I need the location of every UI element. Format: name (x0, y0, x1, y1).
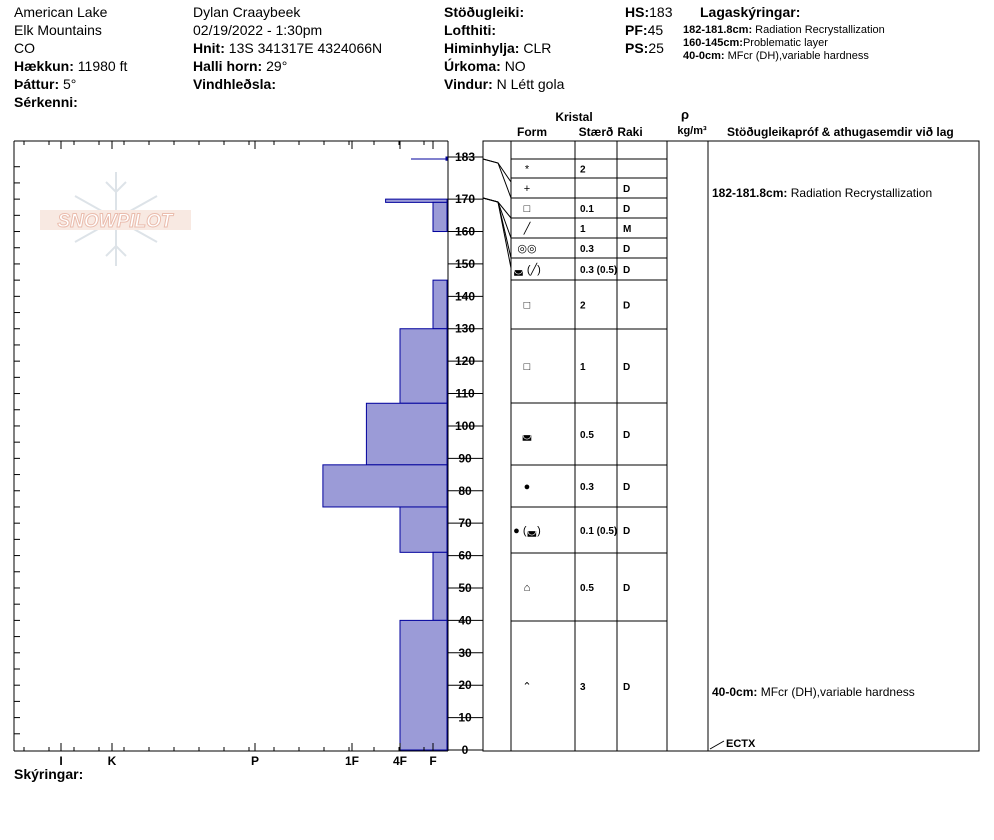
ps-value: 25 (648, 40, 664, 56)
table-moisture-cell: D (623, 300, 631, 312)
depth-tick-label: 70 (458, 516, 472, 531)
watermark-text: SNOWPILOT (57, 211, 173, 232)
table-size-cell: 0.5 (580, 583, 594, 594)
elevation-value: 11980 ft (77, 58, 128, 74)
precip-label: Úrkoma: (444, 58, 501, 74)
test-annotation-text: Radiation Recrystallization (790, 186, 933, 200)
air-temp-label: Lofthiti: (444, 22, 497, 38)
moisture-header: Raki (617, 125, 643, 139)
layer-note-range: 40-0cm: (683, 50, 725, 62)
table-size-cell: 0.5 (580, 430, 594, 441)
comments-label: Skýringar: (14, 766, 84, 782)
density-symbol-header: ρ (680, 107, 690, 122)
depth-tick-label: 140 (454, 289, 476, 304)
depth-tick-label: 160 (454, 224, 476, 239)
crystal-header: Kristal (555, 110, 593, 124)
location-name: American Lake (14, 4, 108, 20)
state: CO (14, 40, 35, 56)
density-unit-header: kg/m³ (677, 125, 707, 137)
elevation-label: Hækkun: (14, 58, 74, 74)
hardness-tick-label: 4F (392, 754, 408, 768)
table-form-cell: ⌃ (522, 681, 532, 693)
hs-value: 183 (649, 4, 673, 20)
stability-label: Stöðugleiki: (444, 4, 525, 20)
table-frame (483, 141, 979, 751)
depth-tick-label: 0 (461, 743, 469, 757)
table-form-cell: □ (523, 299, 531, 312)
layer-note-range: 160-145cm: (683, 37, 743, 49)
wind-loading-label: Vindhleðsla: (193, 76, 276, 92)
sky-label: Himinhylja: (444, 40, 520, 56)
hardness-tick-label: I (59, 754, 63, 768)
depth-tick-label: 150 (454, 256, 476, 271)
table-size-cell: 1 (580, 362, 586, 373)
row-connector (483, 198, 511, 238)
depth-tick-label: 50 (458, 580, 472, 595)
test-annotation-range: 182-181.8cm: (712, 186, 791, 200)
coords-label: Hnit: (193, 40, 225, 56)
layer-note-text: MFcr (DH),variable hardness (727, 50, 869, 62)
hardness-profile (14, 141, 448, 768)
table-form-cell: + (523, 183, 531, 195)
test-annotation-range: 40-0cm: (712, 685, 761, 699)
snowpilot-watermark (40, 172, 191, 266)
ectx-label: ECTX (726, 738, 756, 750)
pf-label: PF: (625, 22, 648, 38)
table-form-cell: ◎◎ (517, 243, 537, 255)
table-form-cell: □ (523, 361, 531, 373)
layer-note-text: Problematic layer (742, 37, 828, 49)
observer: Dylan Craaybeek (193, 4, 301, 20)
table-moisture-cell: D (623, 184, 631, 195)
table-form-cell: ● (523, 481, 531, 493)
depth-tick-label: 110 (455, 386, 475, 401)
table-form-cell: * (524, 163, 530, 176)
table-size-cell: 3 (580, 682, 586, 693)
table-size-cell: 0.3 (580, 244, 594, 255)
table-form-cell: ◛ (521, 429, 533, 441)
hardness-bar (433, 280, 447, 329)
aspect-label: Þáttur: (14, 76, 60, 92)
table-moisture-cell: D (623, 362, 631, 373)
layer-note-text: Radiation Recrystallization (755, 24, 885, 36)
table-moisture-cell: D (623, 583, 631, 594)
table-size-cell: 0.3 (580, 482, 594, 493)
row-connector (483, 198, 511, 218)
form-header: Form (517, 125, 547, 139)
layer-table (483, 107, 979, 751)
table-form-cell: ⌂ (523, 582, 531, 594)
pf-value: 45 (647, 22, 664, 38)
table-moisture-cell: D (623, 265, 631, 276)
hs-label: HS: (625, 4, 650, 20)
table-moisture-cell: D (623, 682, 631, 693)
layer-note-range: 182-181.8cm: (683, 24, 753, 36)
table-size-cell: 0.1 (580, 204, 594, 215)
hardness-bar (433, 202, 447, 231)
table-form-cell: ◛ (╱) (513, 264, 541, 276)
hardness-bar (400, 329, 447, 404)
table-moisture-cell: D (623, 430, 631, 441)
depth-tick-label: 90 (458, 451, 472, 466)
hardness-tick-label: 1F (344, 754, 360, 768)
depth-tick-label: 40 (458, 613, 472, 628)
ectx-pointer (710, 741, 724, 749)
features-label: Sérkenni: (14, 94, 78, 110)
row-connector (483, 159, 511, 198)
datetime: 02/19/2022 - 1:30pm (193, 22, 323, 38)
depth-tick-label: 30 (458, 645, 472, 660)
depth-tick-label: 170 (454, 192, 476, 207)
hardness-bar (400, 507, 447, 552)
depth-tick-label: 80 (458, 483, 472, 498)
table-size-cell: 0.1 (0.5) (580, 526, 618, 537)
wind-label: Vindur: (444, 76, 493, 92)
mountain-range: Elk Mountains (14, 22, 102, 38)
hardness-tick-label: P (250, 754, 260, 768)
depth-tick-label: 183 (454, 150, 476, 164)
table-size-cell: 0.3 (0.5) (580, 265, 618, 276)
depth-tick-label: 130 (454, 321, 476, 336)
hardness-bar (323, 465, 447, 507)
table-moisture-cell: M (623, 224, 632, 235)
precip-value: NO (504, 58, 526, 74)
hardness-bar (366, 403, 447, 465)
layer-notes-title: Lagaskýringar: (700, 4, 801, 20)
size-header: Stærð (578, 125, 614, 139)
depth-tick-label: 100 (454, 418, 476, 433)
sky-value: CLR (523, 40, 552, 56)
table-size-cell: 2 (580, 300, 586, 312)
depth-tick-label: 10 (458, 710, 472, 725)
aspect-value: 5° (63, 76, 77, 92)
table-form-cell: ● (◛) (513, 525, 541, 537)
slope-value: 29° (266, 58, 288, 74)
test-annotation (712, 186, 932, 200)
tests-header: Stöðugleikapróf & athugasemdir við lag (727, 125, 954, 139)
depth-tick-label: 60 (458, 548, 472, 563)
hardness-bar (400, 620, 447, 750)
depth-tick-label: 20 (458, 678, 472, 693)
slope-label: Halli horn: (193, 58, 263, 74)
test-annotation-text: MFcr (DH),variable hardness (760, 685, 915, 699)
table-moisture-cell: D (623, 204, 631, 215)
table-moisture-cell: D (623, 244, 631, 255)
hardness-tick-label: F (429, 754, 437, 768)
depth-tick-label: 120 (454, 354, 476, 369)
table-moisture-cell: D (623, 526, 631, 537)
wind-value: N Létt gola (496, 76, 565, 92)
table-form-cell: ╱ (523, 223, 531, 235)
coords-value: 13S 341317E 4324066N (228, 40, 383, 56)
table-moisture-cell: D (623, 482, 631, 493)
hardness-tick-label: K (107, 754, 117, 768)
row-connector (483, 198, 511, 268)
test-annotation (712, 685, 915, 699)
table-form-cell: □ (523, 203, 531, 215)
hardness-bar (433, 552, 447, 620)
table-size-cell: 1 (580, 224, 586, 235)
ps-label: PS: (625, 40, 649, 56)
table-size-cell: 2 (580, 164, 586, 176)
